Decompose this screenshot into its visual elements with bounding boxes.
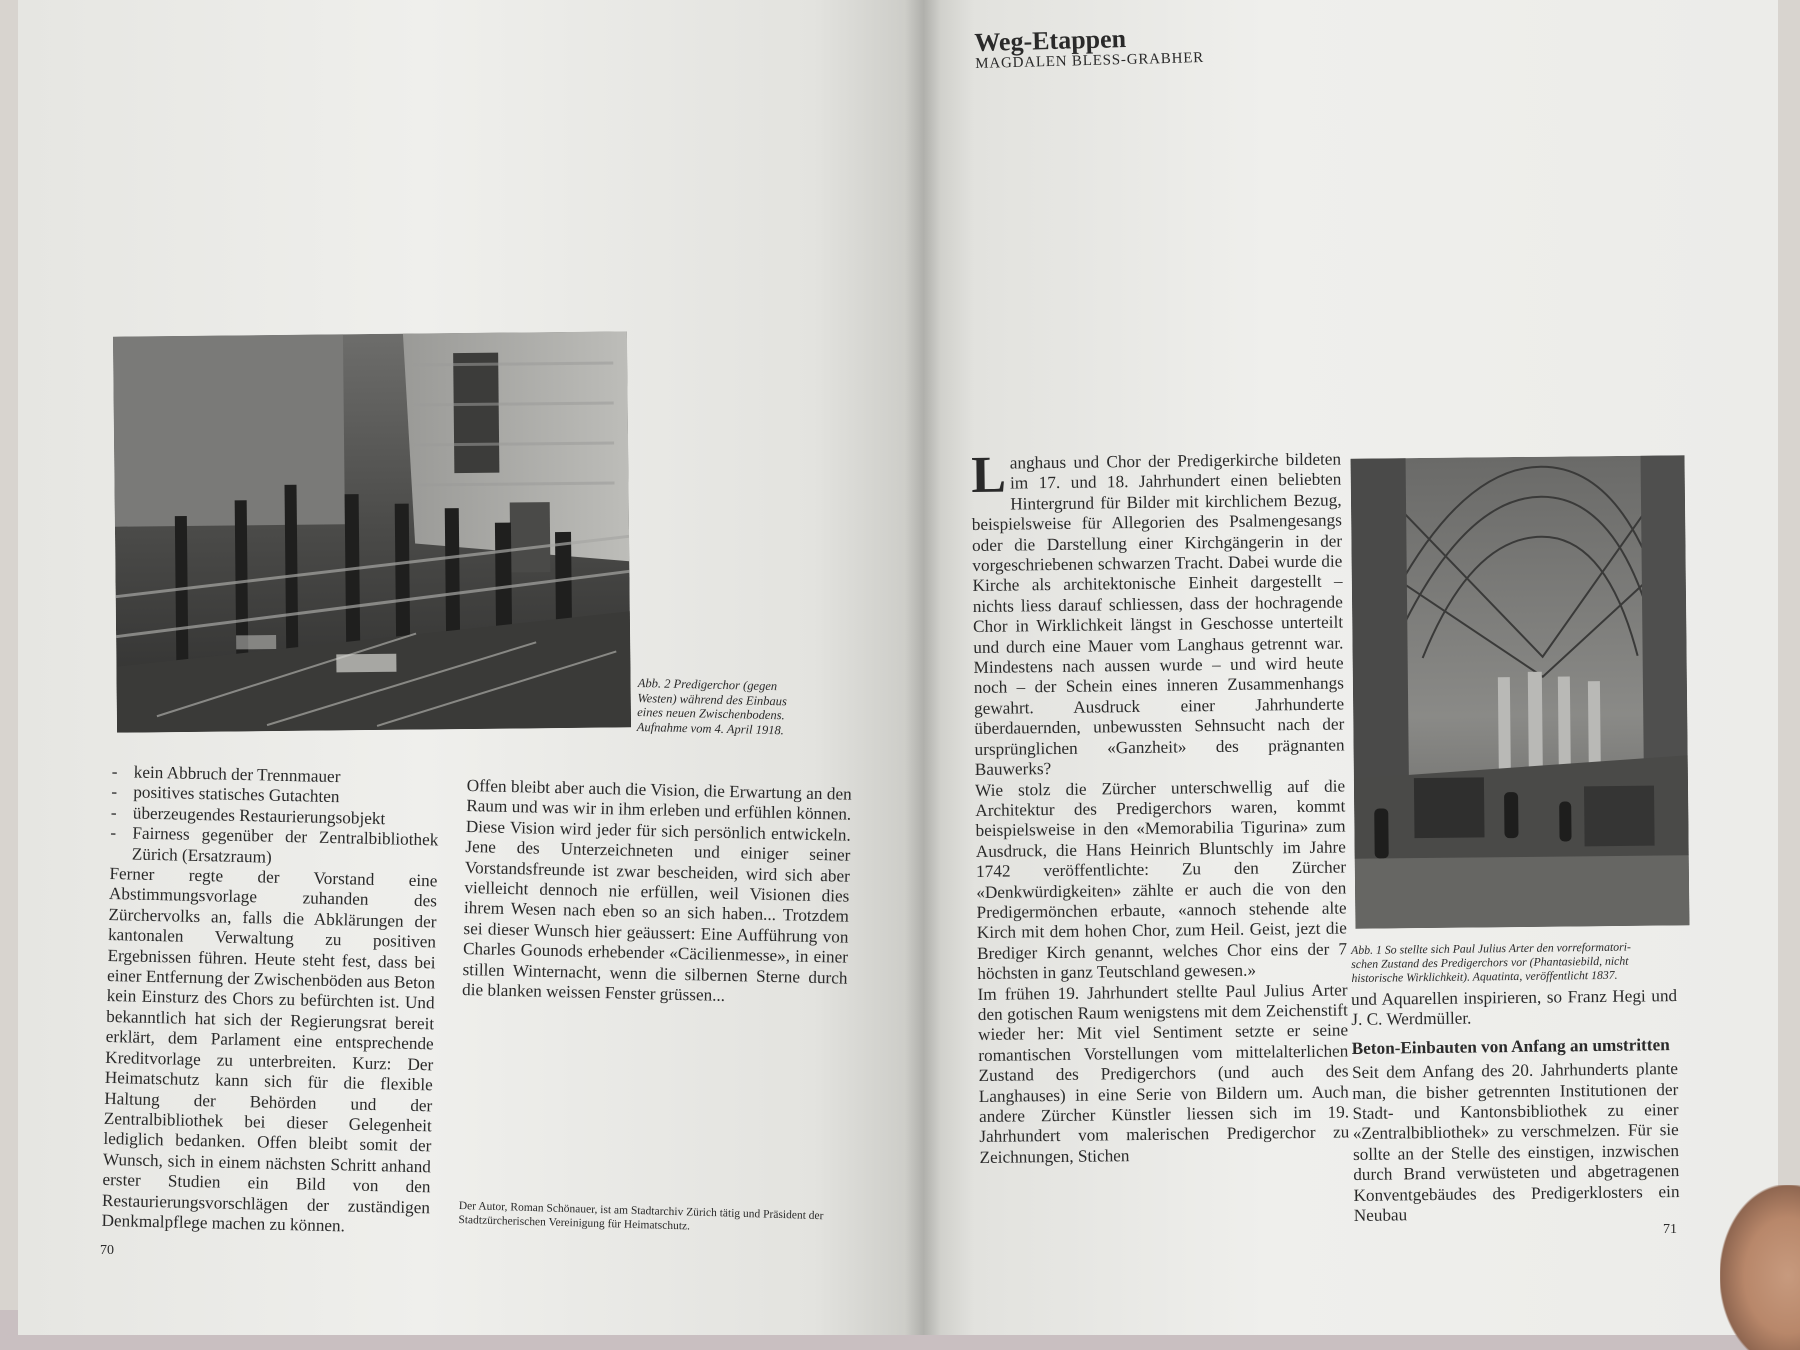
page-number: 71 bbox=[1663, 1222, 1677, 1237]
paragraph-text: anghaus und Chor der Predigerkirche bildeten im 17. und 18. Jahrhundert einen beliebten Hintergrund für Bilder mit kirchlichem Bezug, beispielsweise für Allegorien des Psalmengesangs oder die Darstellung einer Kirchgängerin in der vorgeschriebenen schwarzen Tracht. Dabei wurde die Kirche als architektonische Einheit dargestellt – nichts liess darauf schliessen, dass der hochragende Chor in Wirklichkeit längst in Geschosse unterteilt und durch eine Mauer vom Langhaus getrennt war. Mindestens nach aussen wurde – und wird heute noch – der Schein eines inneren Zusammenhangs gewahrt. Ausdruck einer Jahrhunderte überdauernden, unbewussten Sehnsucht nach der ursprünglichen «Ganzheit» des prägnanten Bauwerks? bbox=[971, 449, 1345, 780]
construction-interior-image bbox=[113, 331, 631, 732]
caption-line: eines neuen Zwischenbodens. bbox=[637, 705, 785, 723]
book-gutter bbox=[905, 0, 941, 1335]
bullet-list bbox=[110, 762, 440, 871]
bullet-item: - Fairness gegenüber der Zentralbibliothek Zürich (Ersatzraum) bbox=[110, 823, 439, 871]
article-title: Weg-Etappen bbox=[974, 24, 1127, 57]
figure-1-image bbox=[1351, 455, 1690, 928]
left-page bbox=[18, 0, 923, 1335]
figure-2-photo bbox=[113, 331, 631, 732]
body-paragraph: Im frühen 19. Jahrhundert stellte Paul Julius Arter den gotischen Raum wenigstens mit dem Zeichenstift wieder her: Mit viel Sentiment setzte er seine romantischen Vorstellungen vom mittelalterlichen Zustand des Predigerchors (und auch des Langhauses) in eine Serie von Bildern um. Auch andere Zürcher Künstler liessen sich im 19. Jahrhundert vom malerischen Predigerchor zu Zeichnungen, Stichen bbox=[977, 980, 1350, 1167]
finger bbox=[1720, 1185, 1800, 1350]
bullet-item: - positives statisches Gutachten bbox=[111, 782, 439, 810]
right-page bbox=[923, 0, 1778, 1335]
body-paragraph: Wie stolz die Zürcher unterschwellig auf die Architektur des Predigerchors waren, kommt beispielsweise in den «Memorabilia Tigurina» zum Ausdruck, die Hans Heinrich Bluntschly im Jahre 1742 veröffentlichte: Zu den Zürcher «Denkwürdigkeiten» zählte er auch die von den Predigermönchen erbaute, «annoch stehende alte Kirch mit dem hohen Chor, zum Heil. Geist, jezt die Brediger Kirch genannt, welches Chor eins der 7 höchsten in ganz Teutschland gewesen.» bbox=[974, 775, 1348, 984]
left-column-1 bbox=[101, 762, 440, 1239]
body-paragraph: Seit dem Anfang des 20. Jahrhunderts plante man, die bisher getrennten Institutionen der Stadt- und Kantonsbibliothek zu einer «Zentralbibliothek» zu verschmelzen. Für sie sollte an der Stelle des einstigen, inzwischen durch Brand verwüsteten und abgetragenen Konventgebäudes des Predigerklosters ein Neubau bbox=[1351, 1059, 1680, 1226]
caption-line: historische Wirklichkeit). Aquatinta, veröffentlicht 1837. bbox=[1351, 968, 1618, 986]
left-column-2 bbox=[462, 776, 852, 1009]
bullet-item: - überzeugendes Restaurierungsobjekt bbox=[111, 803, 439, 831]
body-paragraph: und Aquarellen inspirieren, so Franz Hegi und J. C. Werdmüller. bbox=[1351, 986, 1678, 1030]
figure-1-caption bbox=[1351, 940, 1631, 986]
caption-line: schen Zustand des Predigerchors vor (Phantasiebild, nicht bbox=[1351, 953, 1629, 972]
body-paragraph: Offen bleibt aber auch die Vision, die Erwartung an den Raum und was wir in ihm erleben und erfühlen können. Diese Vision wird jeder für sich persönlich entwickeln. Jene des Unterzeichneten und einiger seiner Vorstandsfreunde ist zwar bescheiden, wird sich aber vielleicht dennoch nie erfüllen, weil Visionen dies ihrem Wesen nach eben so an sich haben... Trotzdem sei dieser Wunsch hier geäussert: Eine Aufführung von Charles Gounods erhebender «Cäcilienmesse», in einer stillen Winternacht, wenn die silbernen Sterne durch die blanken weissen Fenster grüssen... bbox=[461, 776, 852, 1005]
right-column-1 bbox=[970, 446, 1350, 1168]
footnote-text: Der Autor, Roman Schönauer, ist am Stadtarchiv Zürich tätig und Präsident der Stadtzürcherischen Vereinigung für Heimatschutz. bbox=[458, 1199, 824, 1233]
body-paragraph bbox=[970, 446, 1345, 780]
drop-cap: L bbox=[970, 446, 1007, 504]
author-footnote bbox=[458, 1199, 839, 1238]
right-column-2 bbox=[1351, 986, 1680, 1226]
caption-line: Abb. 1 So stellte sich Paul Julius Arter den vorreformatori- bbox=[1351, 939, 1631, 957]
caption-line: Westen) während des Einbaus bbox=[637, 690, 788, 708]
section-heading: Beton-Einbauten von Anfang an umstritten bbox=[1351, 1034, 1670, 1058]
bullet-item: - kein Abbruch der Trennmauer bbox=[112, 762, 440, 790]
caption-line: Abb. 2 Predigerchor (gegen bbox=[637, 676, 778, 694]
page-number: 70 bbox=[100, 1243, 114, 1258]
body-paragraph: Ferner regte der Vorstand eine Abstimmungsvorlage zuhanden des Zürchervolks an, falls die Abklärungen der kantonalen Verwaltung zu positiven Ergebnissen führen. Heute steht fest, dass bei einer Entfernung der Zwischenböden aus Beton kein Einsturz des Chors zu befürchten ist. Und bekanntlich hat sich der Regierungsrat bereit erklärt, dem Parlament eine entsprechende Kreditvorlage zu unterbreiten. Kurz: Der Heimatschutz kann sich für die flexible Haltung der Behörden und der Zentralbibliothek bei dieser Gelegenheit lediglich bedanken. Offen bleibt somit der Wunsch, sich in einem nächsten Schritt anhand erster Studien ein Bild von den Restaurierungsvorschlägen der zuständigen Denkmalpflege machen zu können. bbox=[101, 864, 438, 1236]
figure-2-caption bbox=[637, 676, 788, 738]
gothic-choir-image bbox=[1351, 455, 1690, 928]
article-author: MAGDALEN BLESS-GRABHER bbox=[975, 50, 1205, 72]
caption-line: Aufnahme vom 4. April 1918. bbox=[636, 719, 784, 738]
